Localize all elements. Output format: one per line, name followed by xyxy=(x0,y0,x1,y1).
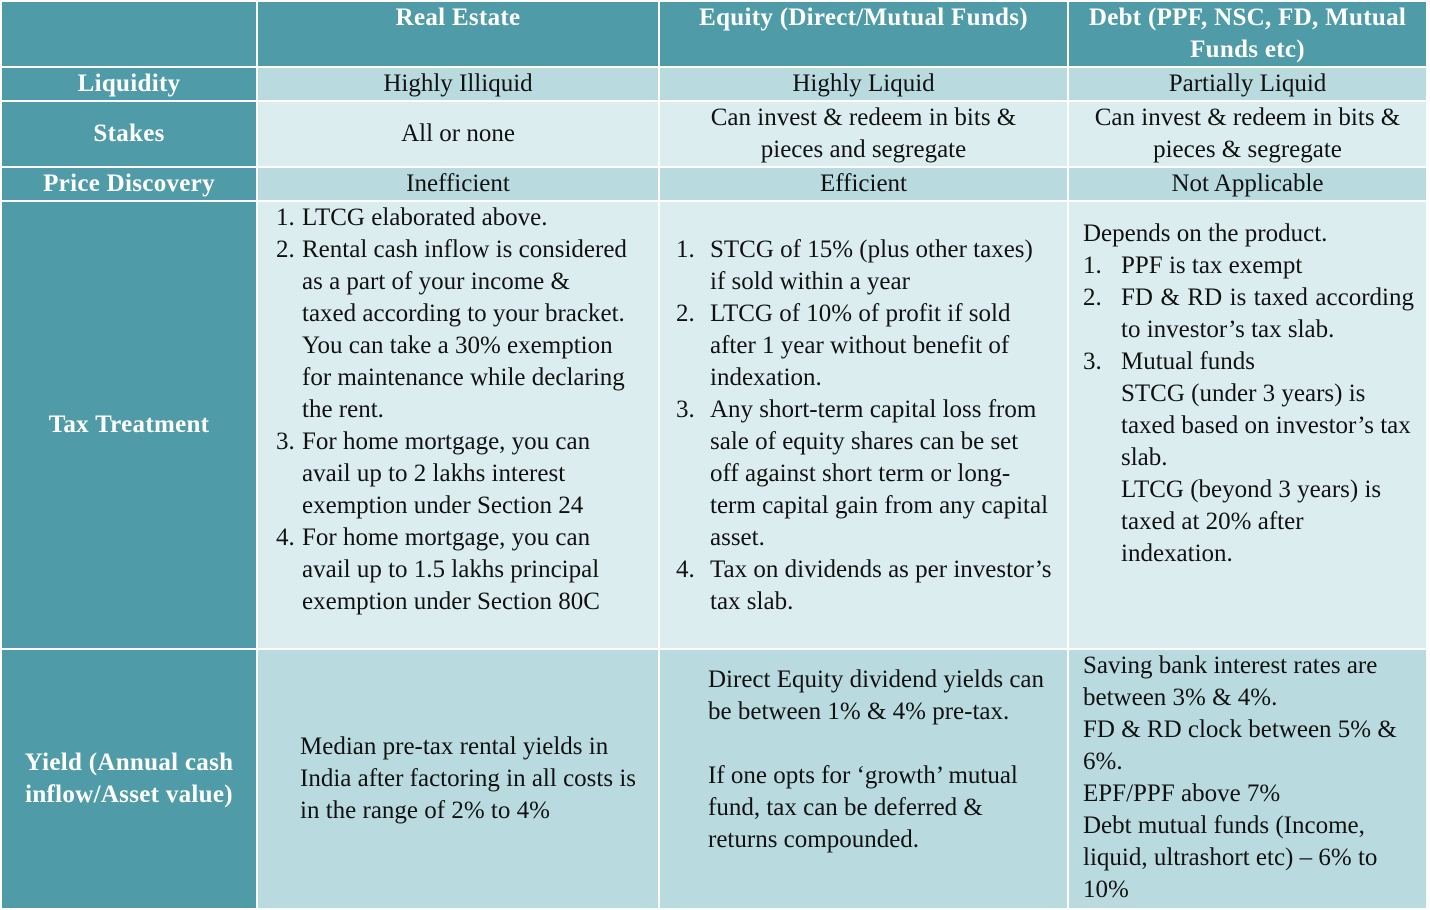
list-item xyxy=(674,394,1053,554)
list-item-number: 1. xyxy=(676,236,695,263)
list-item xyxy=(276,234,630,426)
list-item-text: Any short-term capital loss from sale of equity shares can be set off against short term or long-term capital gain from any capital asset. xyxy=(710,396,1049,551)
list-item xyxy=(276,426,630,522)
yield-label-text: Yield (Annual cash inflow/Asset value) xyxy=(24,749,234,808)
tax-treatment-row xyxy=(1,201,1427,649)
header-equity: Equity (Direct/Mutual Funds) xyxy=(659,1,1068,67)
list-item-subtext-stcg: STCG (under 3 years) is taxed based on investor’s tax slab. xyxy=(1121,380,1411,471)
yield-real-estate xyxy=(257,649,659,909)
stakes-real-estate: All or none xyxy=(257,101,659,167)
stakes-label: Stakes xyxy=(1,101,257,167)
yield-debt-block xyxy=(1069,650,1426,906)
header-real-estate: Real Estate xyxy=(257,1,659,67)
list-item-number: 1. xyxy=(276,204,295,231)
liquidity-equity: Highly Liquid xyxy=(659,67,1068,101)
tax-real-estate-list xyxy=(258,202,658,618)
list-item xyxy=(276,202,630,234)
price-discovery-equity: Efficient xyxy=(659,167,1068,201)
price-discovery-row xyxy=(1,167,1427,201)
price-discovery-label: Price Discovery xyxy=(1,167,257,201)
yield-debt-line-4: Debt mutual funds (Income, liquid, ultrashort etc) – 6% to 10% xyxy=(1083,812,1378,903)
tax-treatment-label: Tax Treatment xyxy=(1,201,257,649)
price-discovery-debt: Not Applicable xyxy=(1068,167,1427,201)
list-item-text: LTCG of 10% of profit if sold after 1 year without benefit of indexation. xyxy=(710,300,1011,391)
header-row xyxy=(1,1,1427,67)
tax-treatment-equity xyxy=(659,201,1068,649)
yield-real-estate-text: Median pre-tax rental yields in India after factoring in all costs is in the range of 2% to 4% xyxy=(300,733,636,824)
list-item xyxy=(1083,346,1414,570)
header-debt: Debt (PPF, NSC, FD, Mutual Funds etc) xyxy=(1068,1,1427,67)
list-item-text: STCG of 15% (plus other taxes) if sold within a year xyxy=(710,236,1033,295)
yield-equity xyxy=(659,649,1068,909)
yield-debt-line-3: EPF/PPF above 7% xyxy=(1083,780,1281,807)
list-item-subtext-ltcg: LTCG (beyond 3 years) is taxed at 20% after indexation. xyxy=(1121,476,1382,567)
list-item-number: 2. xyxy=(1083,284,1102,311)
list-item-number: 1. xyxy=(1083,252,1102,279)
list-item-text: Mutual funds xyxy=(1121,348,1256,375)
liquidity-label: Liquidity xyxy=(1,67,257,101)
list-item xyxy=(1083,250,1414,282)
yield-row xyxy=(1,649,1427,909)
stakes-debt xyxy=(1068,101,1427,167)
list-item-text: Tax on dividends as per investor’s tax slab. xyxy=(710,556,1052,615)
yield-equity-para-1: Direct Equity dividend yields can be between 1% & 4% pre-tax. xyxy=(708,666,1045,725)
yield-debt xyxy=(1068,649,1427,909)
stakes-equity-text: Can invest & redeem in bits & pieces and segregate xyxy=(710,104,1017,163)
header-blank-cell xyxy=(1,1,257,67)
tax-debt-list xyxy=(1083,250,1414,570)
list-item xyxy=(674,234,1053,298)
list-item-text: FD & RD is taxed according to investor’s tax slab. xyxy=(1121,284,1414,343)
tax-debt-block xyxy=(1069,202,1426,570)
list-item xyxy=(674,298,1053,394)
list-item-number: 3. xyxy=(1083,348,1102,375)
liquidity-real-estate: Highly Illiquid xyxy=(257,67,659,101)
tax-treatment-real-estate xyxy=(257,201,659,649)
list-item-text: PPF is tax exempt xyxy=(1121,252,1303,279)
tax-treatment-debt xyxy=(1068,201,1427,649)
liquidity-debt: Partially Liquid xyxy=(1068,67,1427,101)
price-discovery-real-estate: Inefficient xyxy=(257,167,659,201)
yield-debt-line-2: FD & RD clock between 5% & 6%. xyxy=(1083,716,1397,775)
list-item xyxy=(276,522,630,618)
yield-equity-block xyxy=(660,650,1067,856)
list-item-text: Rental cash inflow is considered as a part of your income & taxed according to your bracket. You can take a 30% exemption for maintenance while declaring the rent. xyxy=(302,236,627,423)
tax-equity-list xyxy=(660,202,1067,618)
list-item xyxy=(674,554,1053,618)
list-item-number: 3. xyxy=(676,396,695,423)
yield-label xyxy=(1,649,257,909)
liquidity-row xyxy=(1,67,1427,101)
list-item-number: 3. xyxy=(276,428,295,455)
stakes-row xyxy=(1,101,1427,167)
list-item-number: 4. xyxy=(676,556,695,583)
list-item-text: For home mortgage, you can avail up to 2 lakhs interest exemption under Section 24 xyxy=(302,428,591,519)
list-item-text: For home mortgage, you can avail up to 1.5 lakhs principal exemption under Section 80C xyxy=(302,524,600,615)
list-item-number: 2. xyxy=(276,236,295,263)
yield-equity-para-2: If one opts for ‘growth’ mutual fund, tax can be deferred & returns compounded. xyxy=(708,762,1018,853)
stakes-equity xyxy=(659,101,1068,167)
tax-debt-intro: Depends on the product. xyxy=(1083,220,1328,247)
list-item-text: LTCG elaborated above. xyxy=(302,204,548,231)
paragraph-gap xyxy=(708,728,1053,760)
list-item xyxy=(1083,282,1414,346)
list-item-number: 2. xyxy=(676,300,695,327)
yield-debt-line-1: Saving bank interest rates are between 3% & 4%. xyxy=(1083,652,1378,711)
stakes-debt-text: Can invest & redeem in bits & pieces & segregate xyxy=(1094,104,1401,163)
list-item-number: 4. xyxy=(276,524,295,551)
